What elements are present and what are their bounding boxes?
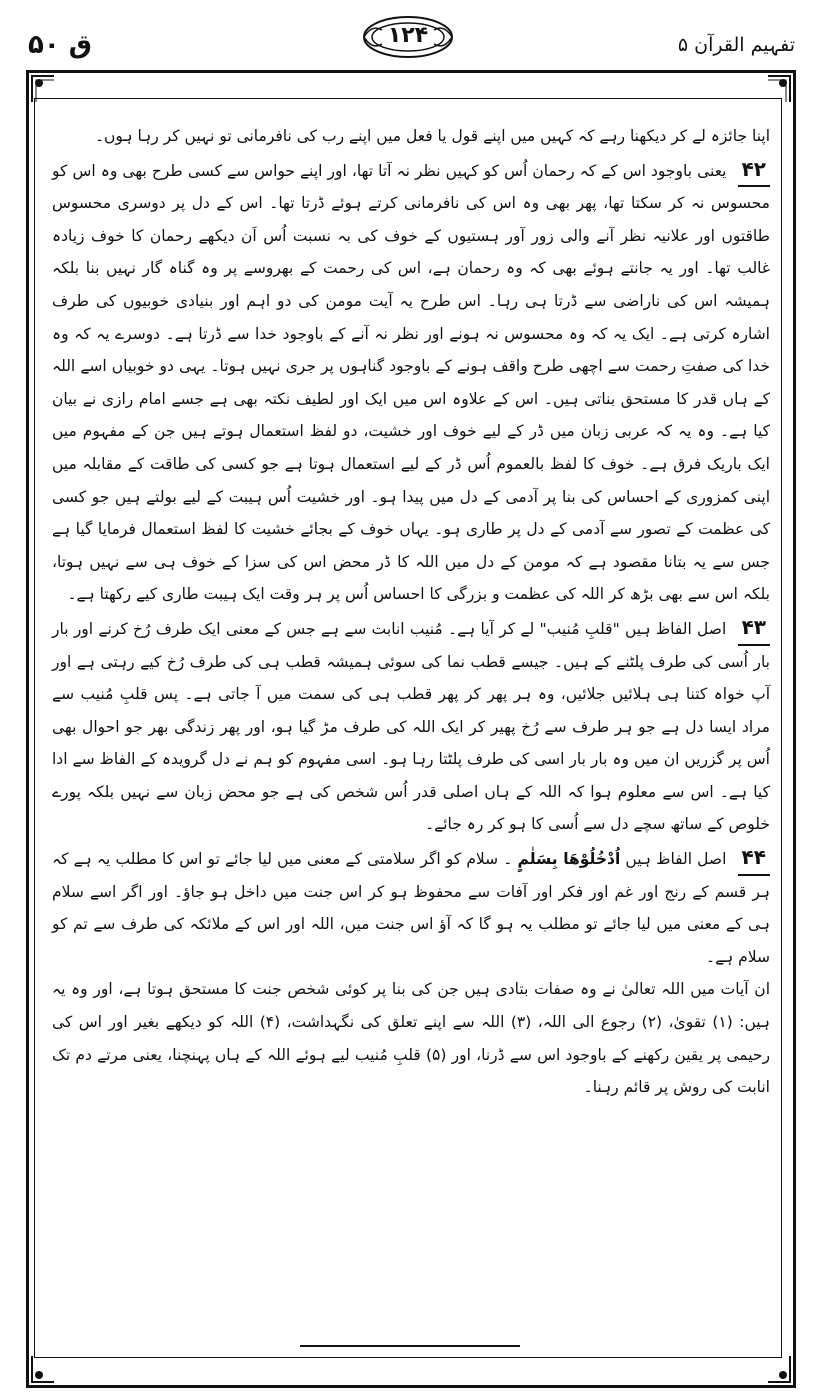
- footnote-42: [52, 153, 770, 611]
- footnote-text: اصل الفاظ ہیں: [625, 850, 727, 869]
- surah-reference: ق ۵۰: [28, 30, 93, 60]
- page-number: ۱۲۴: [387, 23, 429, 48]
- footnote-number: ۴۴: [738, 841, 770, 876]
- footnote-number: ۴۳: [738, 611, 770, 646]
- footnote-text: ۔ سلام کو اگر سلامتی کے معنی میں لیا جائے تو اس کا مطلب یہ ہے کہ ہر قسم کے رنج اور غم اور فکر اور آفات سے محفوظ ہو کر اس جنت میں داخل ہو جاؤ۔ اور اگر اسے سلام ہی کے معنی میں لیا جائے تو مطلب یہ ہو گا کہ آؤ اس جنت میں، اللہ اور اس کے ملائکہ کی طرف سے تم کو سلام ہے۔: [52, 850, 770, 966]
- footnote-text: اصل الفاظ ہیں "قلبِ مُنیب" لے کر آیا ہے۔ مُنیب انابت سے ہے جس کے معنی ایک طرف رُخ کرنے اور بار بار اُسی کی طرف پلٹنے کے ہیں۔ جیسے قطب نما کی سوئی ہمیشہ قطب ہی کی طرف رُخ کیے رہتی ہے اور آپ خواہ کتنا ہی ہلائیں جلائیں، وہ ہر پھر کر پھر قطب ہی کی سمت میں آ جاتی ہے۔ پس قلبِ مُنیب سے مراد ایسا دل ہے جو ہر طرف سے رُخ پھیر کر ایک اللہ کی طرف مڑ گیا ہو، اور پھر زندگی بھر جو احوال بھی اُس پر گزریں ان میں وہ بار بار اسی کی طرف پلٹتا رہا ہو۔ اسی مفہوم کو ہم نے دل گرویدہ کے الفاظ سے ادا کیا ہے۔ اس سے معلوم ہوا کہ اللہ کے ہاں اصلی قدر اُس شخص کی ہے جو محض زبان سے نہیں بلکہ پورے خلوص کے ساتھ سچے دل سے اُسی کا ہو کر رہ جائے۔: [52, 619, 770, 834]
- book-title: تفہیم القرآن ۵: [677, 34, 795, 56]
- footnote-43: [52, 611, 770, 841]
- page-number-ornament: [360, 14, 456, 60]
- footnote-number: ۴۲: [738, 153, 770, 188]
- paragraph: اپنا جائزہ لے کر دیکھنا رہے کہ کہیں میں اپنے قول یا فعل میں اپنے رب کی نافرمانی تو نہیں کر رہا ہوں۔: [94, 127, 770, 145]
- footnote-text: یعنی باوجود اس کے کہ رحمان اُس کو کہیں نظر نہ آتا تھا، اور اپنے حواس سے کسی طرح بھی وہ اس کو محسوس نہ کر سکتا تھا، پھر بھی وہ اس کی نافرمانی کرتے ہوئے ڈرتا تھا۔ اس کے دل پر دوسری محسوس طاقتوں اور علانیہ نظر آنے والی زور آور ہستیوں کے خوف کی بہ نسبت اُس اَن دیکھے رحمان کا خوف زیادہ غالب تھا۔ اور یہ جانتے ہوئے بھی کہ وہ رحمان ہے، اس کی رحمت کے بھروسے پر وہ گناہ گار نہیں بنا بلکہ ہمیشہ اس کی ناراضی سے ڈرتا ہی رہا۔ اس طرح یہ آیت مومن کی دو اہم اور بنیادی خوبیوں کی طرف اشارہ کرتی ہے۔ ایک یہ کہ وہ محسوس نہ ہونے اور نظر نہ آنے کے باوجود خدا سے ڈرتا ہے۔ دوسرے یہ کہ وہ خدا کی صفتِ رحمت سے اچھی طرح واقف ہونے کے باوجود گناہوں پر جری نہیں ہوتا۔ یہی دو خوبیاں اسے اللہ کے ہاں قدر کا مستحق بناتی ہیں۔ اس کے علاوہ اس میں ایک اور لطیف نکتہ بھی ہے جسے امام رازی نے بیان کیا ہے۔ وہ یہ کہ عربی زبان میں ڈر کے لیے خوف اور خشیت، دو لفظ استعمال ہوتے ہیں جن کے مفہوم میں ایک باریک فرق ہے۔ خوف کا لفظ بالعموم اُس ڈر کے لیے استعمال ہوتا ہے جو کسی کی طاقت کے مقابلہ میں اپنی کمزوری کے احساس کی بنا پر آدمی کے دل میں پیدا ہو۔ اور خشیت اُس ہیبت کے لیے بولتے ہیں جو کسی کی عظمت کے تصور سے آدمی کے دل پر طاری ہو۔ یہاں خوف کے بجائے خشیت کا لفظ استعمال فرمایا گیا ہے جس سے یہ بتانا مقصود ہے کہ مومن کے دل میں اللہ کا ڈر محض اس کی سزا کے خوف ہی سے نہیں ہوتا، بلکہ اس سے بھی بڑھ کر اللہ کی عظمت و بزرگی کا احساس اُس پر ہر وقت ایک ہیبت طاری کیے رکھتا ہے۔: [52, 161, 770, 604]
- page-header: [0, 0, 825, 80]
- footnote-44: [52, 841, 770, 973]
- arabic-quote: اُدْخُلُوْهَا بِسَلٰمٍ: [517, 850, 621, 869]
- page-body: [52, 120, 770, 1355]
- corner-ornament-icon: [766, 1354, 792, 1384]
- paragraph: ان آیات میں اللہ تعالیٰ نے وہ صفات بتادی ہیں جن کی بنا پر کوئی شخص جنت کا مستحق ہوتا ہے، اور وہ یہ ہیں: (۱) تقویٰ، (۲) رجوع الی اللہ، (۳) اللہ سے اپنے تعلق کی نگہداشت، (۴) اللہ کو دیکھے بغیر اور اس کی رحیمی پر یقین رکھنے کے باوجود اس سے ڈرنا، اور (۵) قلبِ مُنیب لیے ہوئے اللہ کے ہاں پہنچنا، یعنی مرتے دم تک انابت کی روش پر قائم رہنا۔: [52, 980, 770, 1097]
- end-divider: [300, 1345, 520, 1347]
- corner-ornament-icon: [30, 74, 56, 104]
- corner-ornament-icon: [766, 74, 792, 104]
- corner-ornament-icon: [30, 1354, 56, 1384]
